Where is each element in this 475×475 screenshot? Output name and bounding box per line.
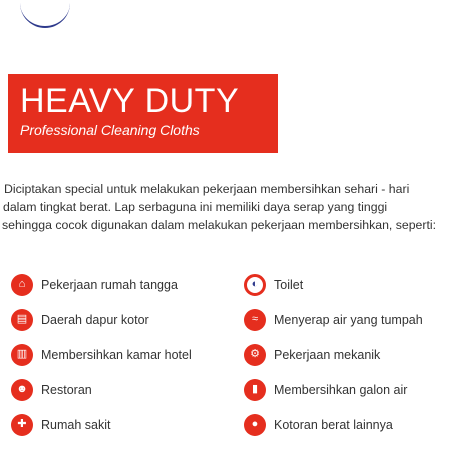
heavy-duty-banner [8, 74, 278, 153]
list-item-label: Kotoran berat lainnya [274, 417, 393, 432]
list-item-label: Toilet [274, 277, 304, 292]
list-item [11, 267, 192, 302]
mechanic-icon: ⚙ [244, 344, 266, 366]
restaurant-icon: ☻ [11, 379, 33, 401]
list-item [11, 407, 192, 442]
list-item-label: Membersihkan galon air [274, 382, 408, 397]
list-item [244, 372, 423, 407]
list-item [244, 267, 423, 302]
spill-icon: ≈ [244, 309, 266, 331]
uses-list-left [11, 267, 192, 442]
list-item [244, 407, 423, 442]
description-line: Diciptakan special untuk melakukan pekerjaan membersihkan sehari - hari [4, 182, 410, 196]
list-item-label: Restoran [41, 382, 92, 397]
list-item [11, 372, 192, 407]
list-item-label: Menyerap air yang tumpah [274, 312, 423, 327]
list-item [11, 337, 192, 372]
list-item-label: Pekerjaan mekanik [274, 347, 381, 362]
list-item [244, 337, 423, 372]
list-item-label: Daerah dapur kotor [41, 312, 149, 327]
banner-subtitle: Professional Cleaning Cloths [20, 122, 200, 138]
uses-list-right [244, 267, 423, 442]
hospital-icon: ✚ [11, 414, 33, 436]
description-line: sehingga cocok digunakan dalam melakukan pekerjaan membersihkan, seperti: [2, 218, 437, 232]
logo-arc [20, 0, 70, 28]
water-gallon-icon: ▮ [244, 379, 266, 401]
list-item [11, 302, 192, 337]
description-line: dalam tingkat berat. Lap serbaguna ini memiliki daya serap yang tinggi [3, 200, 388, 214]
banner-title: HEAVY DUTY [20, 82, 240, 120]
kitchen-icon: ▤ [11, 309, 33, 331]
product-description [2, 180, 468, 234]
list-item-label: Rumah sakit [41, 417, 111, 432]
list-item [244, 302, 423, 337]
hotel-building-icon: ▥ [11, 344, 33, 366]
list-item-label: Membersihkan kamar hotel [41, 347, 192, 362]
heavy-dirt-icon: ● [244, 414, 266, 436]
list-item-label: Pekerjaan rumah tangga [41, 277, 178, 292]
toilet-icon: ◐ [244, 274, 266, 296]
house-icon: ⌂ [11, 274, 33, 296]
